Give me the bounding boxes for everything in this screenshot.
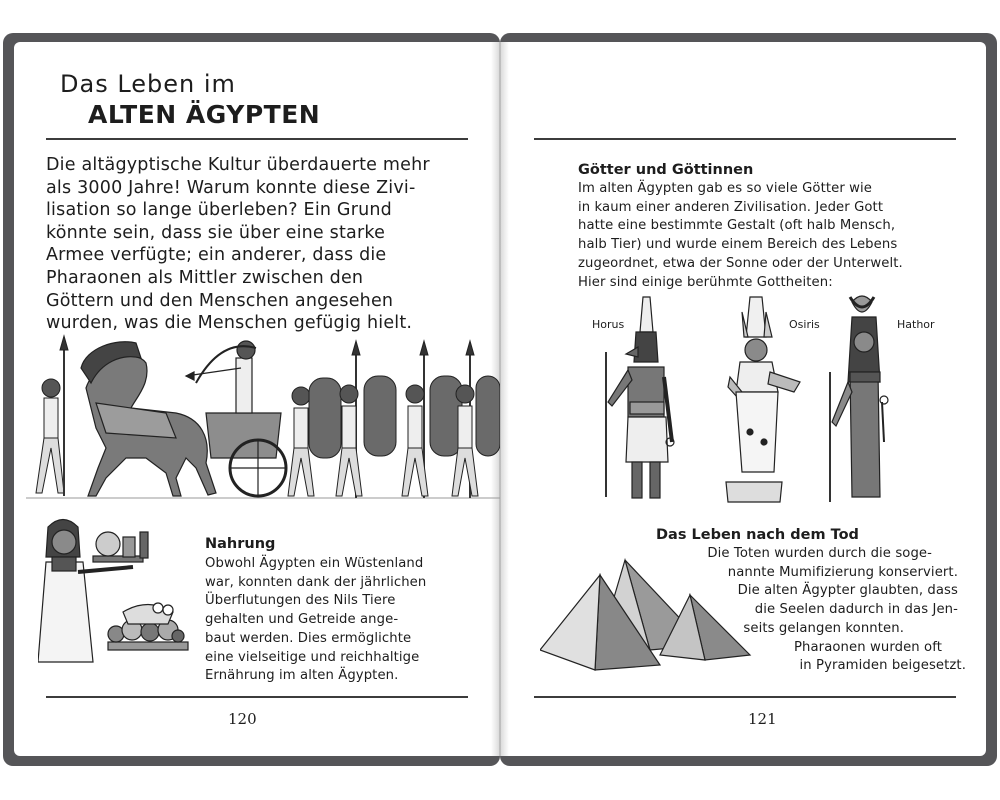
food-line: gehalten und Getreide ange- [205,612,399,628]
gods-line: Im alten Ägypten gab es so viele Götter wie [578,181,872,196]
afterlife-heading: Das Leben nach dem Tod [656,527,859,543]
horus-illustration [598,292,680,510]
afterlife-line: Pharaonen wurden oft [793,639,942,655]
gods-line: halb Tier) und wurde einem Bereich des Lebens [578,237,898,253]
afterlife-line: Die alten Ägypter glaubten, dass [737,583,958,599]
gods-line: zugeordnet, etwa der Sonne oder der Unterwelt. [578,255,903,271]
food-line: Überflutungen des Nils Tiere [205,593,396,609]
food-line: war, konnten dank der jährlichen [205,574,427,590]
label-osiris: Osiris [789,318,820,331]
label-horus: Horus [592,318,625,331]
title-line-2: ALTEN ÄGYPTEN [88,100,321,129]
hathor-illustration [822,292,896,510]
intro-line: lisation so lange überleben? Ein Grund [46,200,392,221]
title-line-1: Das Leben im [60,70,236,98]
afterlife-line: seits gelangen konnten. [743,620,904,636]
left-bottom-rule [46,696,468,698]
food-line: eine vielseitige und reichhaltige [205,649,420,665]
intro-line: wurden, was die Menschen gefügig hielt. [46,313,413,334]
intro-line: Pharaonen als Mittler zwischen den [46,267,364,288]
afterlife-line: in Pyramiden beigesetzt. [799,658,966,674]
right-bottom-rule [534,696,956,698]
intro-line: Die altägyptische Kultur überdauerte mehr [46,155,430,175]
intro-line: Göttern und den Menschen angesehen [46,290,394,311]
intro-line: könnte sein, dass sie über eine starke [46,222,386,243]
pyramids-illustration [540,555,765,675]
food-paragraph [205,555,465,686]
afterlife-line: die Seelen dadurch in das Jen- [754,602,958,618]
left-top-rule [46,138,468,140]
intro-line: als 3000 Jahre! Warum konnte diese Zivi- [46,177,416,198]
food-line: Obwohl Ägypten ein Wüstenland [205,556,424,571]
gods-line: hatte eine bestimmte Gestalt (oft halb Mensch, [578,218,896,234]
gods-line: Hier sind einige berühmte Gottheiten: [578,274,833,290]
food-line: baut werden. Dies ermöglichte [205,630,412,646]
osiris-illustration [720,292,804,510]
afterlife-line: Die Toten wurden durch die soge- [707,546,932,561]
gods-paragraph [578,180,958,292]
label-hathor: Hathor [897,318,935,331]
intro-paragraph [46,154,474,335]
food-heading: Nahrung [205,536,276,552]
intro-line: Armee verfügte; ein anderer, dass die [46,245,387,266]
gods-heading: Götter und Göttinnen [578,162,754,178]
page-number-right: 121 [748,710,777,728]
right-top-rule [534,138,956,140]
food-line: Ernährung im alten Ägypten. [205,668,399,684]
gods-line: in kaum einer anderen Zivilisation. Jeder Gott [578,199,884,215]
army-chariot-illustration [26,328,500,506]
afterlife-line: nannte Mumifizierung konserviert. [727,564,958,580]
food-servant-illustration [38,512,190,672]
page-number-left: 120 [228,710,257,728]
